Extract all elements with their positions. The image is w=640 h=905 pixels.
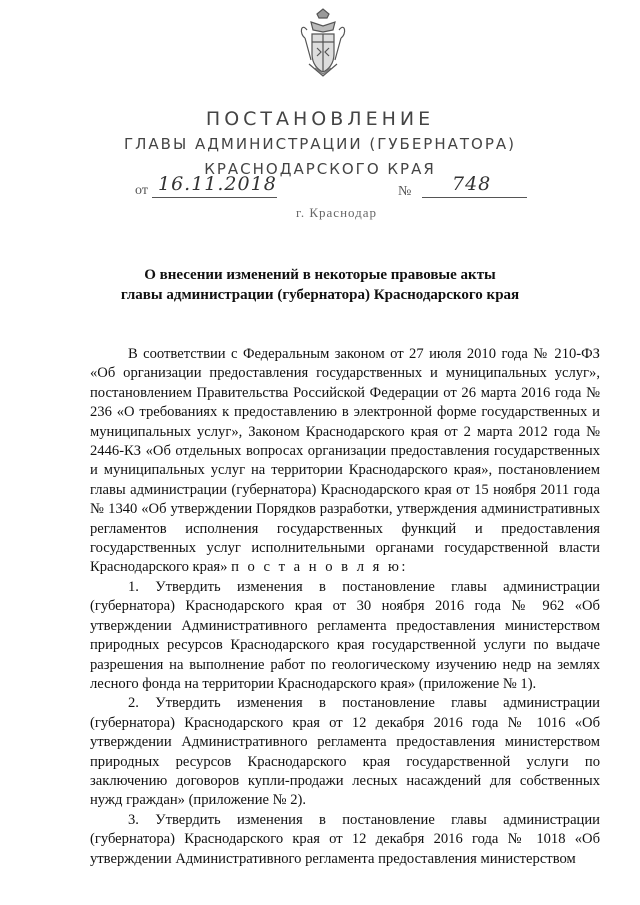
authority-heading-line1: ГЛАВЫ АДМИНИСТРАЦИИ (ГУБЕРНАТОРА) (123, 135, 517, 153)
number-prefix: № (398, 184, 412, 199)
document-body (90, 345, 600, 869)
item-3-paragraph: 3. Утвердить изменения в постановление главы администрации (губернатора) Краснодарского края от 12 декабря 2016 года № 1018 «Об утверждении Административного регламента предоставления министерством (90, 811, 600, 867)
date-prefix: от (135, 183, 148, 198)
document-date: 16.11.2018 (158, 173, 277, 195)
preamble-text: В соответствии с Федеральным законом от 27 июля 2010 года № 210-ФЗ «Об организации предоставления государственных и муниципальных услуг», постановлением Правительства Российской Федерации от 26 марта 2016 года № 236 «О требованиях к предоставлению в электронной форме государственных и муниципальных услуг», Законом Краснодарского края от 2 марта 2012 года № 2446-КЗ «Об отдельных вопросах организации предоставления государственных и муниципальных услуг на территории Краснодарского края», постановлением главы администрации (губернатора) Краснодарского края от 15 ноября 2011 года № 1340 «Об утверждении Порядков разработки, утверждения административных регламентов исполнения государственных функций и предоставления государственных услуг исполнительными органами государственной власти Краснодарского края» (90, 346, 600, 576)
document-title-line1: О внесении изменений в некоторые правовые акты (144, 267, 496, 283)
authority-heading-line2: КРАСНОДАРСКОГО КРАЯ (204, 160, 436, 178)
preamble-paragraph (90, 345, 600, 578)
document-type-heading: ПОСТАНОВЛЕНИЕ (205, 108, 435, 130)
document-number: 748 (452, 173, 492, 195)
city-label: г. Краснодар (296, 205, 378, 220)
coat-of-arms-emblem (297, 8, 349, 78)
item-1-paragraph: 1. Утвердить изменения в постановление главы администрации (губернатора) Краснодарского края от 30 ноября 2016 года № 962 «Об утверждении Административного регламента предоставления министерством природных ресурсов Краснодарского края государственной услуги по выдаче разрешения на выполнение работ по геологическому изучению недр на землях лесного фонда на территории Краснодарского края» (приложение № 1). (90, 578, 600, 692)
item-2-paragraph: 2. Утвердить изменения в постановление главы администрации (губернатора) Краснодарского края от 12 декабря 2016 года № 1016 «Об утверждении Административного регламента предоставления министерством природных ресурсов Краснодарского края государственной услуги по заключению договоров купли-продажи лесных насаждений для собственных нужд граждан» (приложение № 2). (90, 695, 600, 809)
decree-word: п о с т а н о в л я ю: (231, 559, 408, 576)
document-title-line2: главы администрации (губернатора) Краснодарского края (120, 287, 520, 303)
